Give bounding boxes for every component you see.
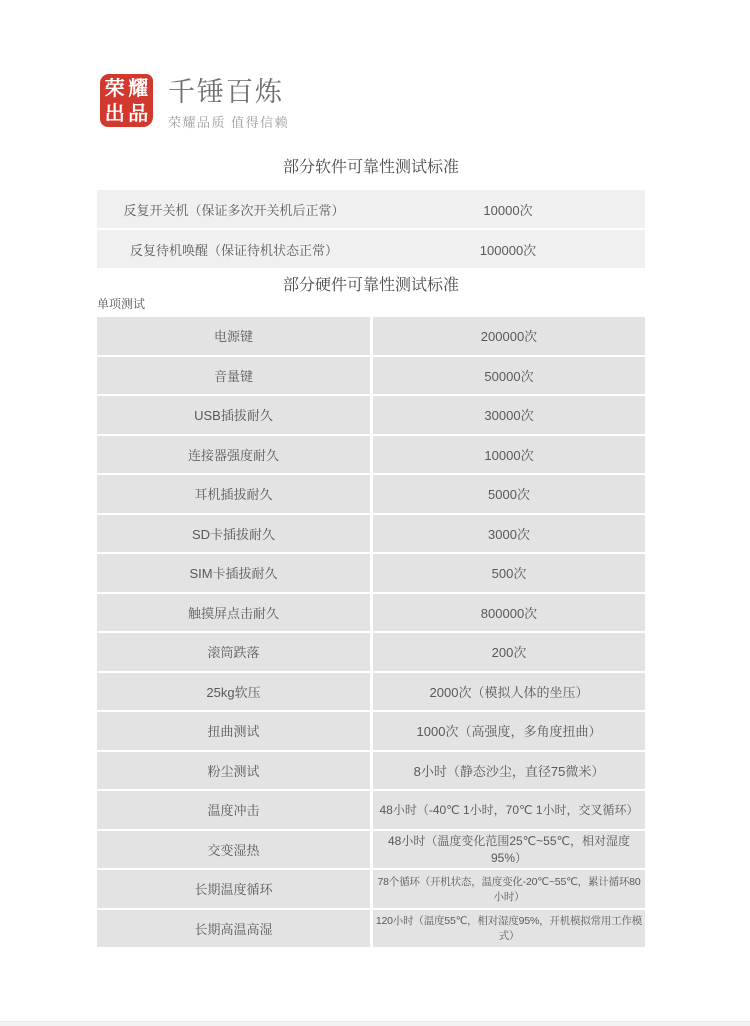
table-row — [97, 515, 645, 553]
single-test-label: 单项测试 — [97, 297, 146, 311]
row-value: 2000次（模拟人体的坐压） — [373, 673, 645, 711]
seal-char: 耀 — [128, 76, 149, 100]
table-row — [97, 190, 645, 228]
brand-tagline: 荣耀品质 值得信赖 — [168, 115, 290, 130]
software-section-title: 部分软件可靠性测试标准 — [282, 159, 459, 176]
row-label: 25kg软压 — [97, 673, 370, 711]
row-label: 滚筒跌落 — [97, 633, 370, 671]
bottom-divider-bar — [0, 1021, 750, 1026]
honor-seal-icon — [100, 74, 153, 127]
table-row — [97, 791, 645, 829]
row-label: 粉尘测试 — [97, 752, 370, 790]
row-value: 8小时（静态沙尘，直径75微米） — [373, 752, 645, 790]
row-value: 5000次 — [373, 475, 645, 513]
table-row — [97, 673, 645, 711]
table-row — [97, 594, 645, 632]
row-label: 音量键 — [97, 357, 370, 395]
row-label: SD卡插拔耐久 — [97, 515, 370, 553]
row-value: 10000次 — [373, 436, 645, 474]
hardware-table — [97, 317, 645, 947]
row-value: 3000次 — [373, 515, 645, 553]
row-value: 800000次 — [373, 594, 645, 632]
row-label: 温度冲击 — [97, 791, 370, 829]
table-row — [97, 831, 645, 869]
row-value: 10000次 — [483, 202, 533, 218]
software-table — [97, 190, 645, 268]
row-value: 100000次 — [479, 242, 537, 258]
seal-char: 品 — [128, 100, 149, 125]
table-row — [97, 752, 645, 790]
row-value: 48小时（-40℃ 1小时，70℃ 1小时，交叉循环） — [373, 791, 645, 829]
row-label: SIM卡插拔耐久 — [97, 554, 370, 592]
row-label: 耳机插拔耐久 — [97, 475, 370, 513]
row-label: 电源键 — [97, 317, 370, 355]
table-row — [97, 396, 645, 434]
row-label: 触摸屏点击耐久 — [97, 594, 370, 632]
table-row — [97, 910, 645, 948]
row-value: 200000次 — [373, 317, 645, 355]
row-value: 78个循环（开机状态，温度变化-20℃~55℃，累计循环80小时） — [373, 870, 645, 908]
table-row — [97, 475, 645, 513]
row-value: 30000次 — [373, 396, 645, 434]
row-label: 长期温度循环 — [97, 870, 370, 908]
seal-char: 荣 — [104, 76, 125, 100]
brand-text — [168, 74, 289, 131]
row-value: 50000次 — [373, 357, 645, 395]
table-row — [97, 712, 645, 750]
row-label: 连接器强度耐久 — [97, 436, 370, 474]
table-row — [97, 633, 645, 671]
row-label: 长期高温高湿 — [97, 910, 370, 948]
row-value: 1000次（高强度，多角度扭曲） — [373, 712, 645, 750]
brand-title: 千锤百炼 — [168, 77, 284, 107]
table-row — [97, 357, 645, 395]
row-value: 48小时（温度变化范围25℃~55℃，相对湿度95%） — [373, 831, 645, 869]
row-label: 交变湿热 — [97, 831, 370, 869]
row-label: 反复开关机（保证多次开关机后正常） — [123, 202, 345, 218]
row-label: 反复待机唤醒（保证待机状态正常） — [129, 242, 338, 258]
table-row — [97, 870, 645, 908]
table-row — [97, 554, 645, 592]
table-row — [97, 317, 645, 355]
row-value: 200次 — [373, 633, 645, 671]
seal-char: 出 — [104, 100, 125, 125]
row-label: USB插拔耐久 — [97, 396, 370, 434]
row-label: 扭曲测试 — [97, 712, 370, 750]
row-value: 500次 — [373, 554, 645, 592]
table-row — [97, 230, 645, 268]
hardware-section-title: 部分硬件可靠性测试标准 — [282, 277, 459, 294]
brand-logo — [100, 74, 289, 131]
row-value: 120小时（温度55℃，相对湿度95%，开机模拟常用工作模式） — [373, 910, 645, 948]
table-row — [97, 436, 645, 474]
